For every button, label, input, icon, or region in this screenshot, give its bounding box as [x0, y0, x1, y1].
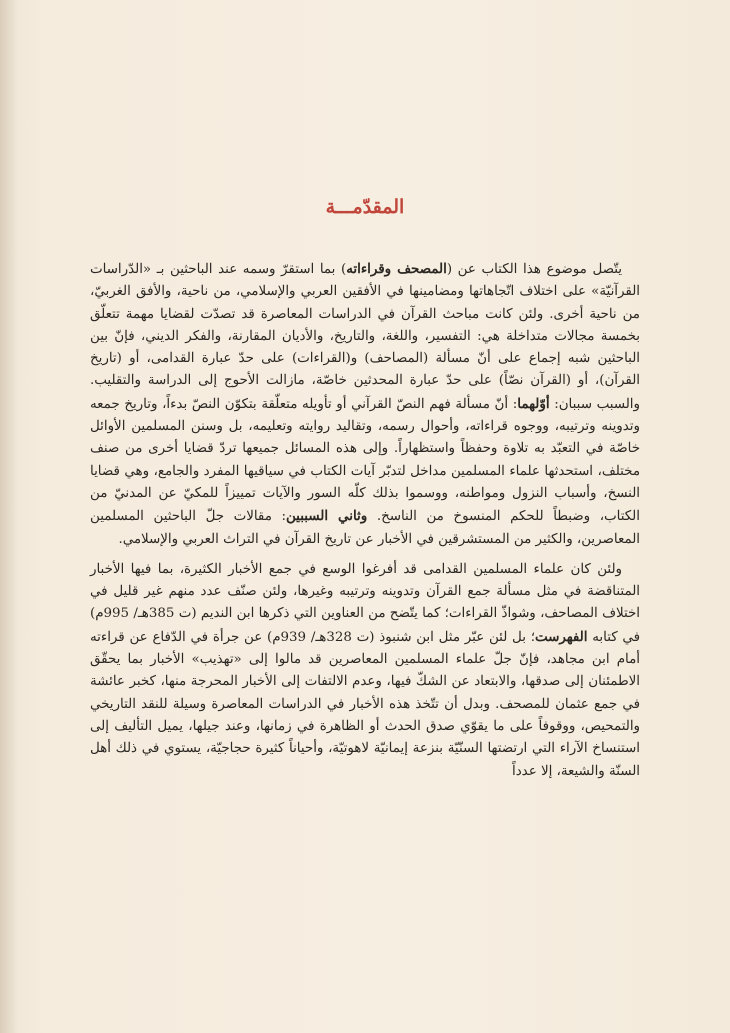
chapter-title: المقدّمـــة — [325, 195, 405, 218]
body-text — [90, 258, 640, 783]
bold-term: وثاني السببين — [285, 508, 368, 525]
text-run: يتّصل موضوع هذا الكتاب عن ( — [446, 262, 622, 277]
text-run: : أنّ مسألة فهم النصّ القرآني أو تأويله متعلّقة بتكوّن النصّ بدءاً، وتاريخ جمعه وتدوينه وترتيبه، ووجوه قراءاته، وأحوال رسمه، وتقاليد روايته وتعليمه، بل وسنن المسلمين الأوائل خاصّة في التعبّد به تلاوة وحفظاً واستظهاراً. وإلى هذه المسائل جميعها تردّ قضايا أخرى من صنف مختلف، استحدثها علماء المسلمين مداخل لتدبّر آيات الكتاب في سياقيها المفرد والجامع، وهي قضايا النسخ، وأسباب النزول ومواطنه، ووسموا بذلك كلّه السور والآيات تمييزاً للمكيّ عن المدنيّ من الكتاب، وضبطاً للحكم المنسوخ من الناسخ. — [90, 396, 640, 525]
text-run: ) بما استقرّ وسمه عند الباحثين بـ «الدّراسات القرآنيّة» على اختلاف اتّجاهاتها ومضامينها في الأفقين العربي والإسلامي، من ناحية، والأفق الغربيّ، من ناحية أخرى. ولئن كانت مباحث القرآن في الدراسات المعاصرة قد تصدّت لقضايا مهمة تتعلّق بخمسة مجالات متداخلة هي: التفسير، واللغة، والتاريخ، والأديان المقارنة، والفكر الديني، فإنّ بين الباحثين شبه إجماع على أنّ مسألة (المصاحف) و(القراءات) على حدّ عبارة القدامى، أو (تاريخ القرآن)، أو (القرآن نصّاً) على حدّ عبارة المحدثين خاصّة، مازالت الأحوج إلى الدراسة والتقليب. والسبب سببان: — [90, 262, 640, 412]
text-run: : مقالات جلّ الباحثين المسلمين المعاصرين، والكثير من المستشرقين في الأخبار عن تاريخ القرآن في التراث العربي والإسلامي. — [90, 509, 640, 547]
text-run: ولئن كان علماء المسلمين القدامى قد أفرغوا الوسع في جمع الأخبار الكثيرة، بما فيها الأخبار المتناقضة في مثل مسألة جمع القرآن وتدوينه وترتيبه وغيرها، ولئن صنّف عدد منهم غير قليل في اختلاف المصاحف، وشواذّ القراءات؛ كما يتّضح من العناوين التي ذكرها ابن النديم (ت 385هـ/ 995م) في كتابه — [90, 561, 640, 645]
binding-shadow — [0, 0, 18, 1033]
bold-term: المصحف وقراءاته — [346, 261, 447, 277]
bold-term: أوّلهما — [517, 395, 550, 412]
text-run: ؛ بل لئن عبّر مثل ابن شنبوذ (ت 328هـ/ 939م) عن جرأة في الدّفاع عن قراءته أمام ابن مجاهد، فإنّ جلّ علماء المسلمين المعاصرين قد مالوا إلى «تهذيب» الأخبار بما يحقّق الاطمئنان إلى صدقها، والابتعاد عن الشكّ فيها، وعدم الالتفات إلى الأخبار المحرجة منها، كخبر عائشة في جمع عثمان للمصحف. وبدل أن تتّخذ هذه الأخبار في الدراسات المعاصرة وسيلة للنقد التاريخي والتمحيص، ووقوفاً على ما يقوّي صدق الحدث أو الظاهرة في زمانها، وعند جيلها، يميل التأليف إلى استنساخ الآراء التي ارتضتها السنّيّة بنزعة إيمانيّة لاهوتيّة، وأحياناً كثيرة حجاجيّة، يستوي في ذلك أهل السنّة والشيعة، إلا عدداً — [90, 629, 640, 779]
paragraph — [90, 559, 640, 783]
paragraph — [90, 258, 640, 551]
bold-term: الفهرست — [534, 628, 588, 645]
